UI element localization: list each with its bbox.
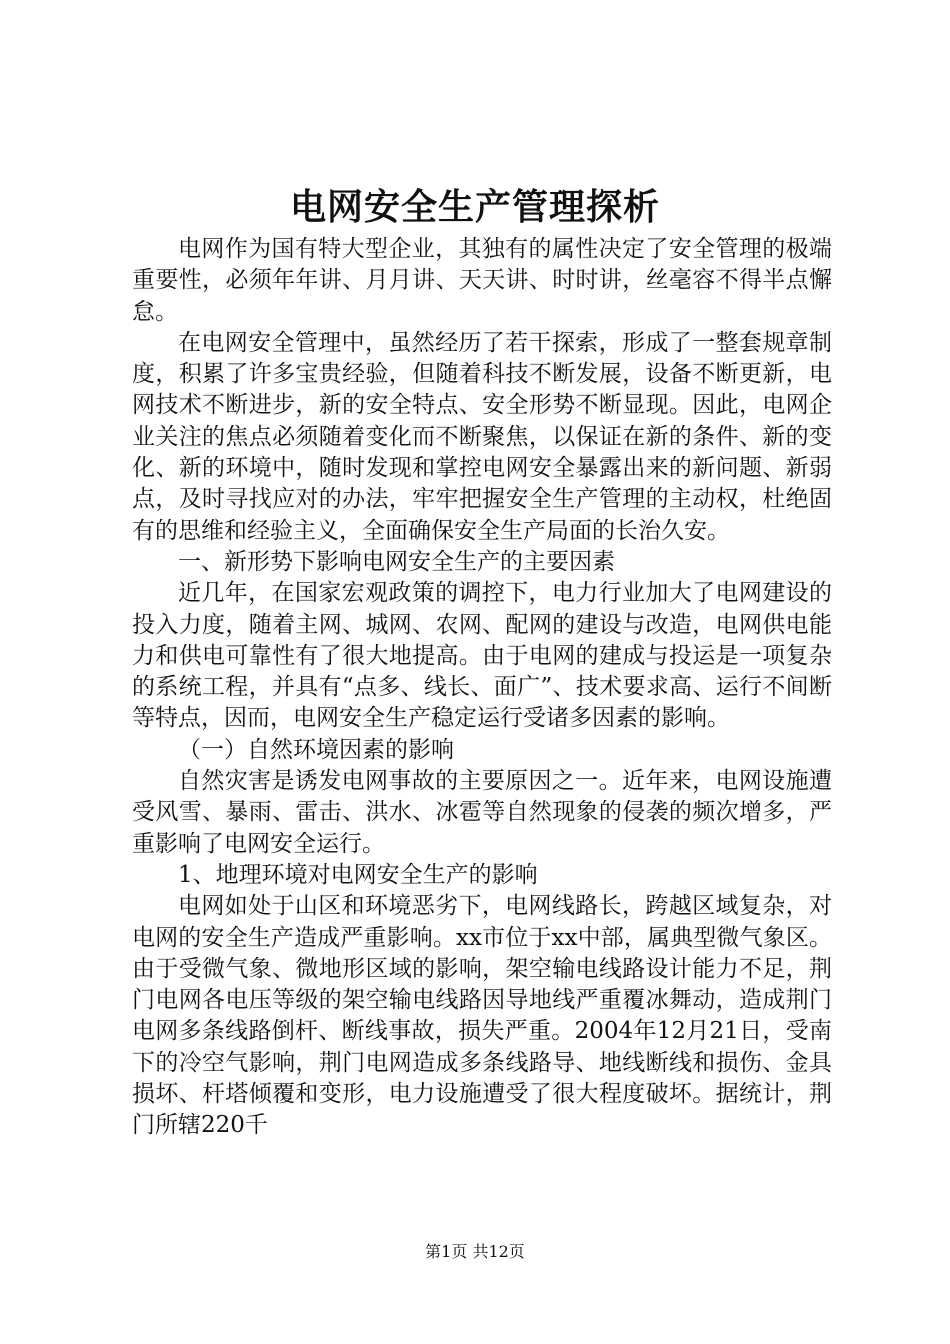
paragraph-natural-disasters: 自然灾害是诱发电网事故的主要原因之一。近年来，电网设施遭受风雪、暴雨、雷击、洪水、冰雹等自然现象的侵袭的频次增多，严重影响了电网安全运行。	[132, 768, 832, 857]
paragraph-intro: 电网作为国有特大型企业，其独有的属性决定了安全管理的极端重要性，必须年年讲、月月讲、天天讲、时时讲，丝毫容不得半点懈怠。	[132, 236, 832, 325]
paragraph-factors: 近几年，在国家宏观政策的调控下，电力行业加大了电网建设的投入力度，随着主网、城网、农网、配网的建设与改造，电网供电能力和供电可靠性有了很大地提高。由于电网的建成与投运是一项复杂的系统工程，并具有“点多、线长、面广”、技术要求高、运行不间断等特点，因而，电网安全生产稳定运行受诸多因素的影响。	[132, 580, 832, 732]
subsection-heading-1: （一）自然环境因素的影响	[178, 736, 454, 763]
document-title: 电网安全生产管理探析	[289, 186, 660, 228]
item-heading-1: 1、地理环境对电网安全生产的影响	[178, 861, 538, 888]
document-body	[132, 234, 832, 1142]
section-heading-1: 一、新形势下影响电网安全生产的主要因素	[178, 548, 615, 575]
page-number-footer: 第1页 共12页	[425, 1242, 525, 1261]
paragraph-background: 在电网安全管理中，虽然经历了若干探索，形成了一整套规章制度，积累了许多宝贵经验，但随着科技不断发展，设备不断更新，电网技术不断进步，新的安全特点、安全形势不断显现。因此，电网企业关注的焦点必须随着变化而不断聚焦，以保证在新的条件、新的变化、新的环境中，随时发现和掌控电网安全暴露出来的新问题、新弱点，及时寻找应对的办法，牢牢把握安全生产管理的主动权，杜绝固有的思维和经验主义，全面确保安全生产局面的长治久安。	[132, 329, 832, 544]
paragraph-geography: 电网如处于山区和环境恶劣下，电网线路长，跨越区域复杂，对电网的安全生产造成严重影响。xx市位于xx中部，属典型微气象区。由于受微气象、微地形区域的影响，架空输电线路设计能力不足，荆门电网各电压等级的架空输电线路因导地线严重覆冰舞动，造成荆门电网多条线路倒杆、断线事故，损失严重。2004年12月21日，受南下的冷空气影响，荆门电网造成多条线路导、地线断线和损伤、金具损坏、杆塔倾覆和变形，电力设施遭受了很大程度破坏。据统计，荆门所辖220千	[132, 893, 832, 1139]
